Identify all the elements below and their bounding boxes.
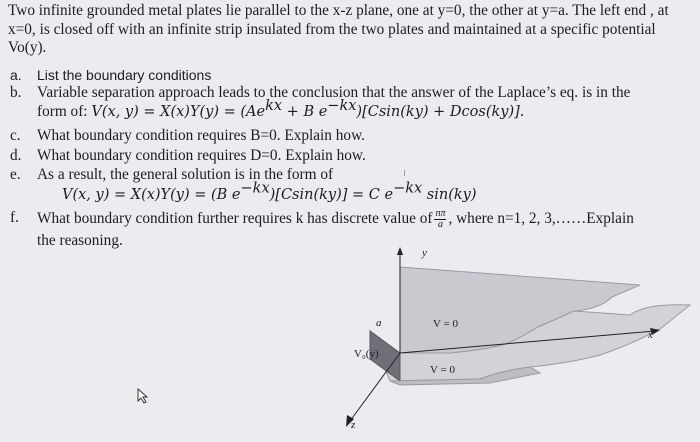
item-b-sup1: kx: [265, 97, 283, 114]
eq-sup1: −kx: [240, 180, 270, 197]
eq-sup2: −kx: [393, 180, 423, 197]
eq-start: V(x, y) = X(x)Y(y) = (B e: [62, 187, 241, 203]
axis-label-z: z: [351, 419, 356, 431]
label-v-top: V = 0: [433, 318, 458, 330]
axis-label-x: x: [648, 329, 653, 341]
item-b-math-start: V(x, y) = X(x)Y(y) = (Ae: [91, 104, 266, 120]
item-f-reasoning: the reasoning.: [37, 232, 123, 249]
eq-end: sin(ky): [422, 187, 477, 203]
label-a: a: [376, 317, 382, 329]
item-f-label: f.: [10, 209, 19, 226]
item-f-text: [37, 209, 634, 230]
item-b-math-end: )[Csin(ky) + Dcos(ky)].: [356, 104, 525, 120]
label-v-bottom: V = 0: [430, 364, 455, 376]
axis-label-y: y: [422, 247, 427, 259]
item-f-fraction: [434, 209, 446, 230]
fraction-numerator: nπ: [435, 208, 446, 219]
item-c-label: c.: [10, 127, 21, 144]
problem-intro: Two infinite grounded metal plates lie parallel to the x-z plane, one at y=0, the other at y=a. The left end , at x=0, is closed off with an infinite strip insulated from the two plates and maintained at a specific potential Vo(y).: [8, 2, 669, 56]
fraction-denominator: a: [437, 219, 443, 230]
item-d-label: d.: [10, 147, 22, 164]
eq-mid: )[Csin(ky)] = C e: [269, 187, 394, 203]
item-b-math-mid: + B e: [282, 104, 328, 120]
plates-figure: [330, 245, 700, 442]
item-e-text: As a result, the general solution is in the form of: [37, 166, 334, 183]
plates-diagram: [330, 245, 700, 437]
item-b-line1: Variable separation approach leads to the conclusion that the answer of the Laplace’s eq. is in the: [37, 84, 631, 101]
item-a-text: List the boundary conditions: [37, 67, 212, 83]
item-a-label: a.: [10, 67, 22, 83]
item-b-prefix: form of:: [37, 103, 92, 120]
general-solution-equation: [62, 180, 477, 204]
item-c-text: What boundary condition requires B=0. Explain how.: [37, 127, 365, 144]
item-f-text-end: , where n=1, 2, 3,……Explain: [448, 210, 634, 228]
label-v0: V₀(y): [354, 348, 379, 360]
item-b-label: b.: [10, 84, 22, 101]
item-b-sup2: −kx: [327, 97, 357, 114]
item-f-text-start: What boundary condition further requires k has discrete value of: [37, 210, 433, 228]
item-e-label: e.: [10, 166, 21, 183]
cursor-tick: [404, 170, 408, 176]
mouse-pointer-icon: [136, 388, 150, 404]
item-d-text: What boundary condition requires D=0. Explain how.: [37, 147, 366, 164]
